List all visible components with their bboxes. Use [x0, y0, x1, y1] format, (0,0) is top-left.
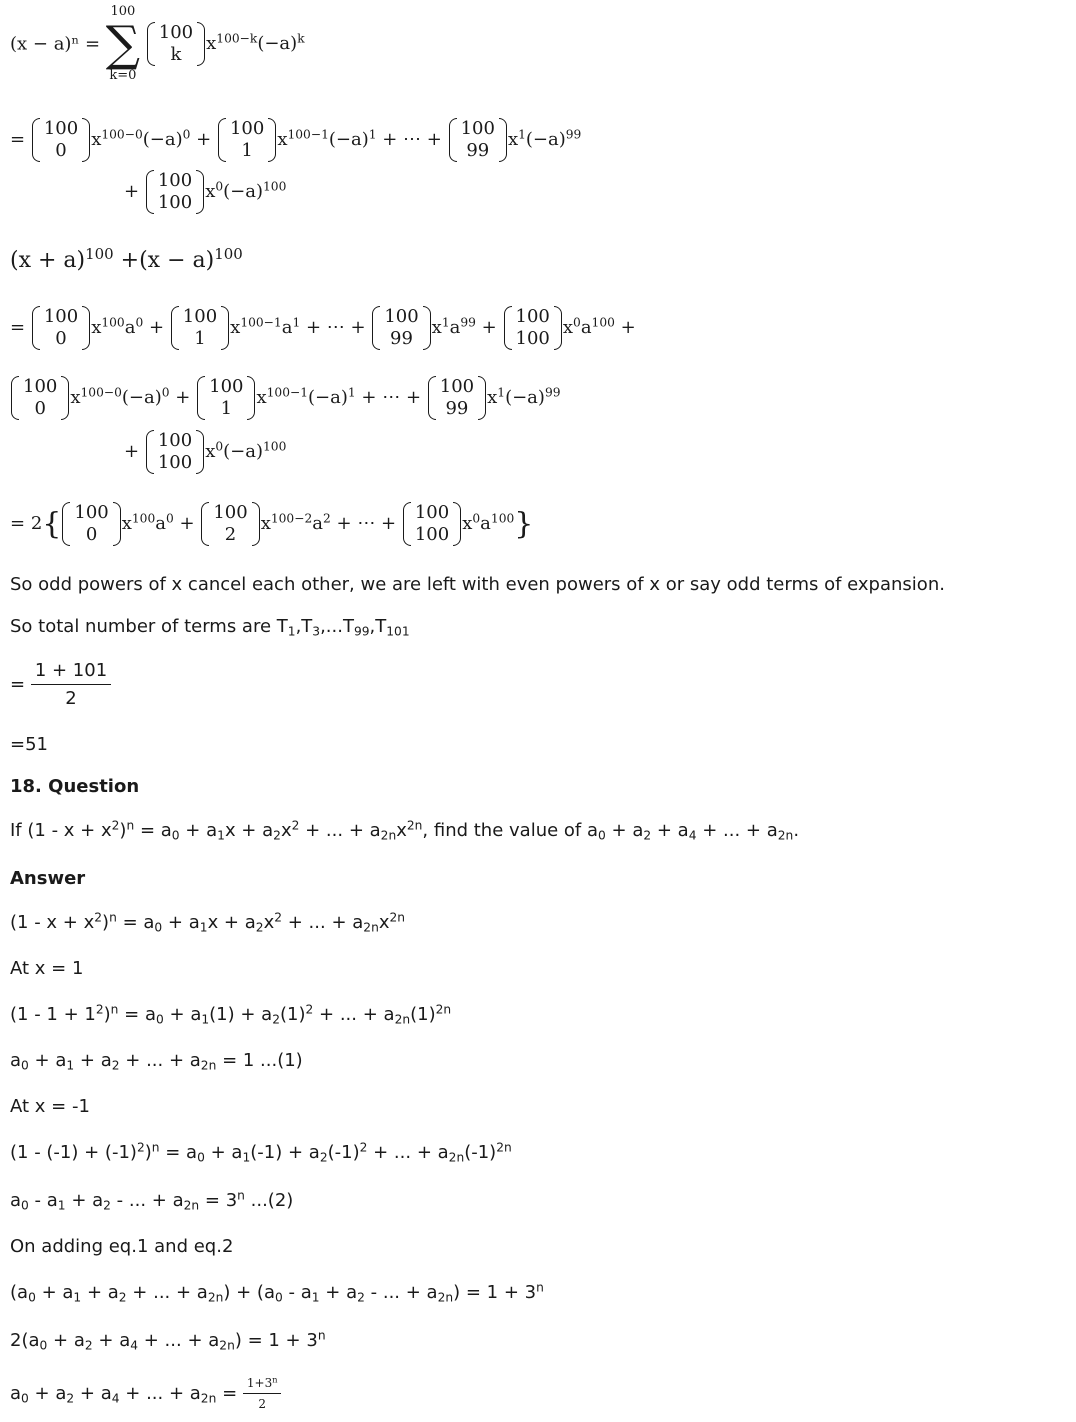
answer-heading: Answer — [10, 868, 86, 889]
binomial-coefficient: 100 k — [146, 22, 206, 66]
at-x-equals-minus-1: At x = -1 — [10, 1096, 90, 1117]
result-51: =51 — [10, 734, 48, 755]
expansion-line-1b: + 100 100 $x^0(-a)^{100}$ — [124, 170, 287, 213]
expansion-result: = 2{ 100 0 $x^{100}a^0$ + 100 2 $x^{100-2}a^2$ + ⋯ + 100 100 $x^0a^{100}$} — [10, 502, 534, 545]
expansion-line-2: = 100 0 $x^{100}a^0$ + 100 1 $x^{100-1}a^1$ + ⋯ + 100 99 $x^1a^{99}$ + 100 100 $x^0a^{100}$ + — [10, 306, 636, 349]
total-terms-text: So total number of terms are $T_1,T_3,...T_{99},T_{101}$ — [10, 616, 410, 639]
equation-1: $a_0 + a_1 + a_2$ + ... + $a_{2n} = 1$ ...(1) — [10, 1050, 303, 1073]
answer-line-1: $(1 - x + x^2)^n = a_0 + a_1x + a_2x^2$ + ... + $a_{2n}x^{2n}$ — [10, 910, 406, 935]
answer-line-4: $(1 - (-1) + (-1)^2)^n = a_0 + a_1(-1) + a_2(-1)^2$ + ... + $a_{2n}(-1)^{2n}$ — [10, 1140, 512, 1165]
summation-symbol: 100 ∑ k=0 — [105, 4, 141, 83]
expansion-line-3b: + 100 100 $x^0(-a)^{100}$ — [124, 430, 287, 473]
sum-expansion-line: (x − a)ⁿ = 100 ∑ k=0 100 k $x^{100-k}(-a)^k$ — [10, 4, 305, 83]
equation-2: $a_0 - a_1 + a_2$ - ... + $a_{2n} = 3^n$ ...(2) — [10, 1188, 294, 1213]
final-answer: $a_0 + a_2 + a_4$ + ... + $a_{2n}$ = $\frac{1+3^n}{2}$ — [10, 1376, 281, 1411]
sum-of-powers: $(x + a)^{100} +(x - a)^{100}$ — [10, 244, 243, 273]
final-fraction: $\frac{1+3^n}{2}$ — [243, 1376, 282, 1411]
terms-fraction: = $\frac{1 + 101}{2}$ — [10, 660, 111, 709]
question-heading: 18. Question — [10, 776, 140, 797]
odd-cancel-text: So odd powers of x cancel each other, we are left with even powers of x or say odd terms of expansion. — [10, 574, 945, 595]
question-text: If $(1 - x + x^2)^n = a_0 + a_1x + a_2x^2$ + ... + $a_{2n}x^{2n}$, find the value of $a_0 + a_2 + a_4$ + ... + $a_{2n}$. — [10, 818, 800, 843]
expansion-line-1: = 100 0 $x^{100-0}(-a)^0$ + 100 1 $x^{100-1}(-a)^1$ + ⋯ + 100 99 $x^1(-a)^{99}$ — [10, 118, 582, 161]
adding-equations-text: On adding eq.1 and eq.2 — [10, 1236, 234, 1257]
sum-lhs: (x − a)ⁿ = — [10, 33, 101, 55]
answer-line-2: $(1 - 1 + 1^2)^n = a_0 + a_1(1) + a_2(1)^2$ + ... + $a_{2n}(1)^{2n}$ — [10, 1002, 452, 1027]
answer-line-7: $2(a_0 + a_2 + a_4$ + ... + $a_{2n}) = 1 + 3^n$ — [10, 1328, 326, 1353]
at-x-equals-1: At x = 1 — [10, 958, 84, 979]
answer-line-6: ($a_0 + a_1 + a_2$ + ... + $a_{2n}) + (a_0 - a_1 + a_2$ - ... + $a_{2n}) = 1 + 3^n$ — [10, 1280, 544, 1305]
expansion-line-3: 100 0 $x^{100-0}(-a)^0$ + 100 1 $x^{100-1}(-a)^1$ + ⋯ + 100 99 $x^1(-a)^{99}$ — [10, 376, 561, 420]
